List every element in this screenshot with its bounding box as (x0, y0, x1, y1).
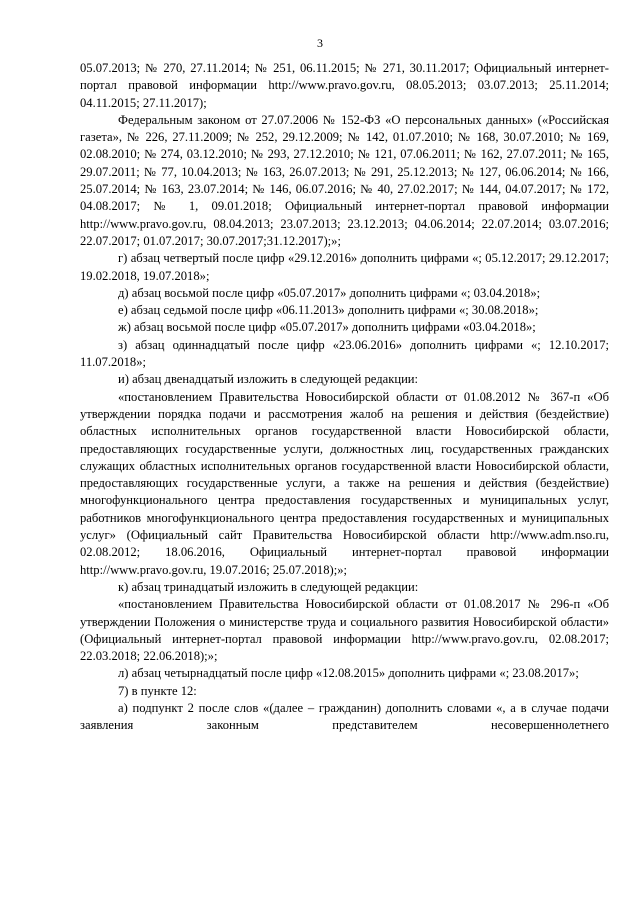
paragraph-continuation: 05.07.2013; № 270, 27.11.2014; № 251, 06.11.2015; № 271, 30.11.2017; Официальный интернет-портал правовой информации http://www.pravo.gov.ru, 08.05.2013; 03.07.2013; 25.11.2014; 04.11.2015; 27.11.2017); (80, 61, 609, 110)
paragraph-item-e: е) абзац седьмой после цифр «06.11.2013» дополнить цифрами «; 30.08.2018»; (118, 303, 539, 318)
paragraph-item-d: д) абзац восьмой после цифр «05.07.2017» дополнить цифрами «; 03.04.2018»; (118, 285, 541, 300)
paragraph-item-zh: ж) абзац восьмой после цифр «05.07.2017» дополнить цифрами «03.04.2018»; (118, 320, 536, 335)
paragraph-item-l: л) абзац четырнадцатый после цифр «12.08.2015» дополнить цифрами «; 23.08.2017»; (118, 666, 579, 681)
paragraph-item-k: к) абзац тринадцатый изложить в следующей редакции: (118, 579, 419, 594)
paragraph-item-i: и) абзац двенадцатый изложить в следующей редакции: (118, 372, 419, 387)
paragraph-point-12: 7) в пункте 12: (118, 683, 197, 698)
paragraph-item-g: г) абзац четвертый после цифр «29.12.2016» дополнить цифрами «; 05.12.2017; 29.12.2017; 19.02.2018, 19.07.2018»; (80, 251, 609, 283)
paragraph-item-z: з) абзац одиннадцатый после цифр «23.06.2016» дополнить цифрами «; 12.10.2017; 11.07.2018»; (80, 337, 609, 370)
paragraph-resolution-296: «постановлением Правительства Новосибирской области от 01.08.2017 № 296-п «Об утверждении Положения о министерстве труда и социального развития Новосибирской области» (Официальный интернет-портал правовой информации http://www.pravo.gov.ru, 02.08.2017; 22.03.2018; 22.06.2018);»; (80, 597, 609, 664)
paragraph-subitem-a: а) подпункт 2 после слов «(далее – гражданин) дополнить словами «, а в случае подачи заявления законным представителем несовершеннолетнего (80, 700, 609, 733)
page-number: 3 (317, 36, 323, 50)
paragraph-federal-law: Федеральным законом от 27.07.2006 № 152-ФЗ «О персональных данных» («Российская газета», № 226, 27.11.2009; № 252, 29.12.2009; № 142, 01.07.2010; № 168, 30.07.2010; № 169, 02.08.2010; № 274, 03.12.2010; № 293, 27.12.2010; № 121, 07.06.2011; № 162, 27.07.2011; № 165, 29.07.2011; № 77, 10.04.2013; № 163, 26.07.2013; № 291, 25.12.2013; № 127, 06.06.2014; № 166, 25.07.2014; № 163, 23.07.2014; № 146, 06.07.2016; № 40, 27.02.2017; № 144, 04.07.2017; № 172, 04.08.2017; № 1, 09.01.2018; Официальный интернет-портал правовой информации http://www.pravo.gov.ru, 08.04.2013; 23.07.2013; 23.12.2013; 04.06.2014; 22.07.2014; 03.07.2016; 22.07.2017; 01.07.2017; 30.07.2017;31.12.2017);»; (80, 112, 609, 248)
document-body (80, 60, 609, 735)
paragraph-resolution-367: «постановлением Правительства Новосибирской области от 01.08.2012 № 367-п «Об утверждении порядка подачи и рассмотрения жалоб на решения и действия (бездействие) областных исполнительных органов государственной власти Новосибирской области, предоставляющих государственные услуги, должностных лиц, государственных гражданских служащих областных исполнительных органов государственной власти Новосибирской области, предоставляющих государственные услуги, а также на решения и действия (бездействие) многофункционального центра предоставления государственных и муниципальных услуг, работников многофункционального центра предоставления государственных и муниципальных услуг» (Официальный сайт Правительства Новосибирской области http://www.adm.nso.ru, 02.08.2012; 18.06.2016, Официальный интернет-портал правовой информации http://www.pravo.gov.ru, 19.07.2016; 25.07.2018);»; (80, 389, 609, 577)
